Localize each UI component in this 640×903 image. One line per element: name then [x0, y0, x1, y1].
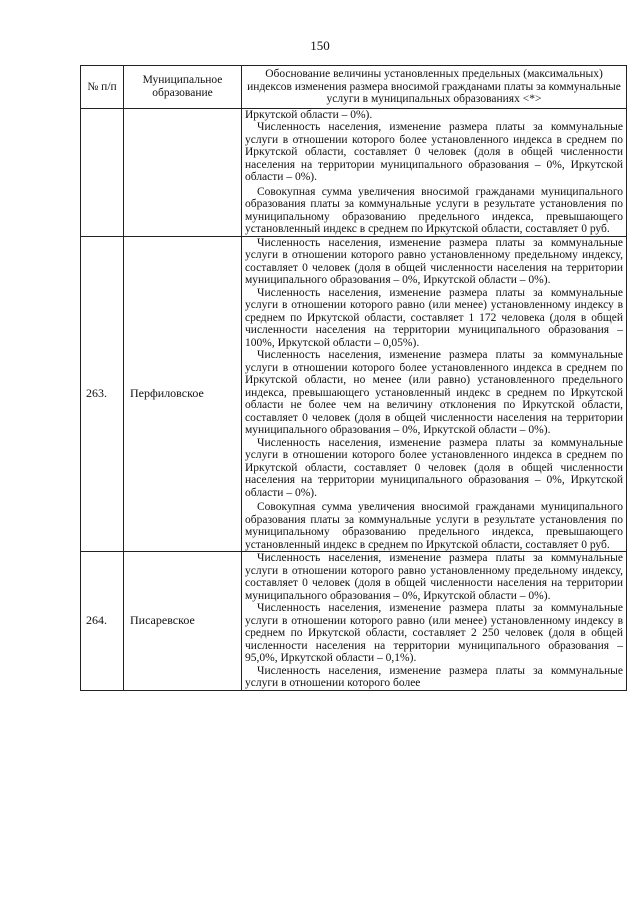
- paragraph: Численность населения, изменение размера платы за коммунальные услуги в отношении которого более установленного индекса в среднем по Иркутской области, составляет 0 человек (доля в общей численности населения на территории муниципального образования – 0%, Иркутской области – 0%).: [245, 121, 623, 183]
- table-row-264: [81, 552, 627, 691]
- row-justification-cell: [242, 552, 627, 691]
- header-municipality: Муниципальное образование: [124, 66, 242, 109]
- table-row-continuation: [81, 108, 627, 236]
- paragraph: Численность населения, изменение размера платы за коммунальные услуги в отношении которого более установленного индекса в среднем по Иркутской области, но менее (или равно) установленного предельного индекса, превышающего установленный индекс в среднем по Иркутской области не более чем на величину отклонения по Иркутской области, составляет 0 человек (доля в общей численности населения на территории муниципального образования – 0%, Иркутской области – 0%).: [245, 349, 623, 436]
- paragraph: Совокупная сумма увеличения вносимой гражданами муниципального образования платы за коммунальные услуги в результате установления по муниципальному образованию предельного индекса, превышающего установленный индекс в среднем по Иркутской области, составляет 0 руб.: [245, 185, 623, 235]
- row-municipality-cell: Писаревское: [124, 552, 242, 691]
- paragraph: Иркутской области – 0%).: [245, 108, 373, 121]
- row-num-cell: 263.: [81, 236, 124, 552]
- table-header-row: [81, 66, 627, 109]
- row-num-cell: [81, 108, 124, 236]
- row-justification-cell: [242, 236, 627, 552]
- row-municipality-cell: [124, 108, 242, 236]
- paragraph: Численность населения, изменение размера платы за коммунальные услуги в отношении которого более: [245, 664, 623, 689]
- row-num-cell: 264.: [81, 552, 124, 691]
- table-row-263: [81, 236, 627, 552]
- header-num: № п/п: [81, 66, 124, 109]
- paragraph: Численность населения, изменение размера платы за коммунальные услуги в отношении которого равно установленному предельному индексу, составляет 0 человек (доля в общей численности населения на территории муниципального образования – 0%, Иркутской области – 0%).: [245, 552, 623, 602]
- header-justification: Обоснование величины установленных предельных (максимальных) индексов изменения размера вносимой гражданами платы за коммунальные услуги в муниципальных образованиях <*>: [242, 66, 627, 109]
- justification-table: [80, 65, 627, 691]
- paragraph: Численность населения, изменение размера платы за коммунальные услуги в отношении которого более установленного индекса в среднем по Иркутской области, составляет 0 человек (доля в общей численности населения на территории муниципального образования – 0%, Иркутской области – 0%).: [245, 436, 623, 499]
- paragraph: Численность населения, изменение размера платы за коммунальные услуги в отношении которого равно (или менее) установленному индексу в среднем по Иркутской области, составляет 2 250 человек (доля в общей численности населения на территории муниципального образования – 95,0%, Иркутской области – 0,1%).: [245, 602, 623, 664]
- paragraph: Численность населения, изменение размера платы за коммунальные услуги в отношении которого равно (или менее) установленному индексу в среднем по Иркутской области, составляет 1 172 человека (доля в общей численности населения на территории муниципального образования – 100%, Иркутской области – 0,05%).: [245, 286, 623, 349]
- page-number: 150: [310, 38, 330, 53]
- paragraph: Совокупная сумма увеличения вносимой гражданами муниципального образования платы за коммунальные услуги в результате установления по муниципальному образованию предельного индекса, превышающего установленный индекс в среднем по Иркутской области, составляет 0 руб.: [245, 501, 623, 551]
- paragraph: Численность населения, изменение размера платы за коммунальные услуги в отношении которого равно установленному предельному индексу, составляет 0 человек (доля в общей численности населения на территории муниципального образования – 0%, Иркутской области – 0%).: [245, 236, 623, 286]
- row-municipality-cell: Перфиловское: [124, 236, 242, 552]
- row-justification-cell: [242, 108, 627, 236]
